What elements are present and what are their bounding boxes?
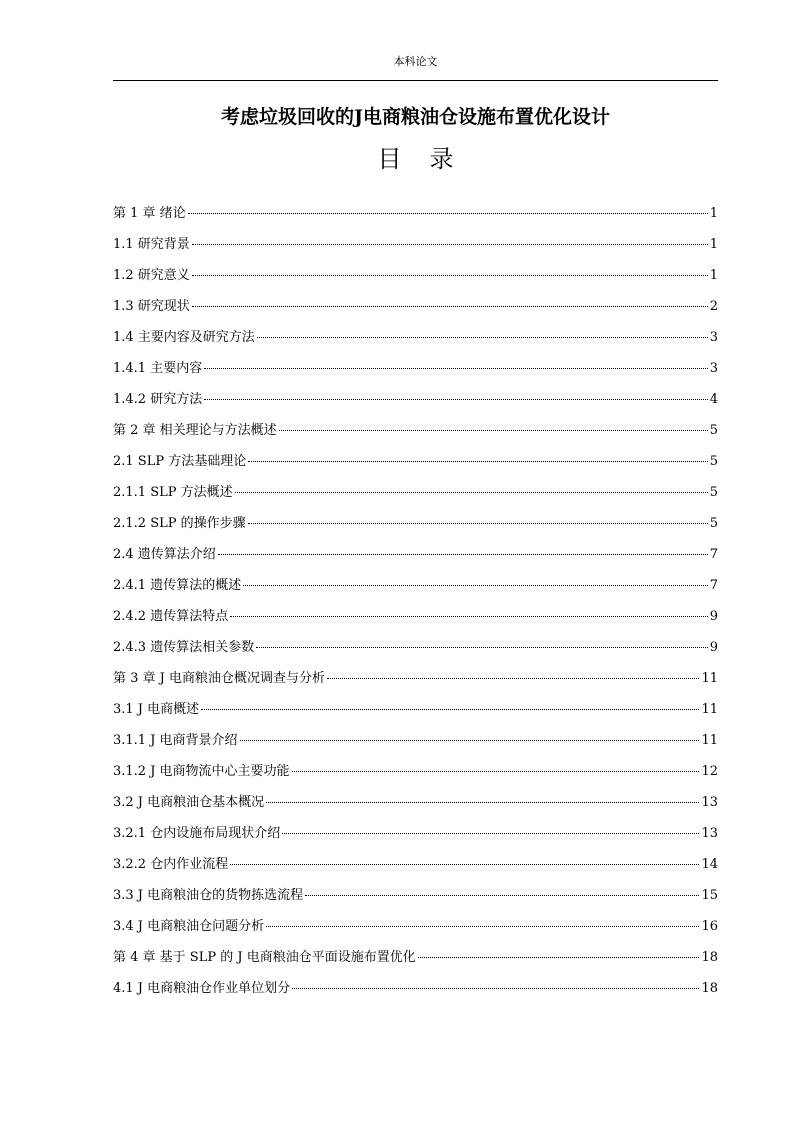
toc-entry-label: 2.4 遗传算法介绍 (113, 547, 216, 562)
toc-entry-page-number: 4 (709, 392, 718, 407)
toc-dot-leader (201, 708, 699, 710)
toc-dot-leader (266, 801, 699, 803)
document-title: 考虑垃圾回收的J电商粮油仓设施布置优化设计 (221, 106, 610, 128)
toc-entry-page-number: 1 (709, 237, 718, 252)
toc-entry-page-number: 5 (709, 423, 718, 438)
toc-entry-label: 2.1.1 SLP 方法概述 (113, 485, 233, 500)
toc-entry-page-number: 2 (709, 299, 718, 314)
toc-entry-page-number: 11 (701, 671, 718, 686)
toc-dot-leader (192, 243, 708, 245)
toc-entry-label: 2.1.2 SLP 的操作步骤 (113, 516, 246, 531)
toc-entry-label: 1.4.2 研究方法 (113, 392, 203, 407)
toc-dot-leader (188, 212, 708, 214)
toc-entry-label: 3.1.1 J 电商背景介绍 (113, 733, 238, 748)
toc-entry-page-number: 13 (701, 795, 718, 810)
toc-entry[interactable] (113, 233, 718, 264)
toc-entry-label: 1.1 研究背景 (113, 237, 190, 252)
toc-dot-leader (327, 677, 699, 679)
toc-entry[interactable] (113, 853, 718, 884)
toc-dot-leader (230, 863, 699, 865)
toc-entry-label: 3.4 J 电商粮油仓问题分析 (113, 919, 265, 934)
toc-entry[interactable] (113, 915, 718, 946)
toc-entry-label: 3.2.2 仓内作业流程 (113, 857, 229, 872)
toc-entry-label: 1.3 研究现状 (113, 299, 190, 314)
toc-entry[interactable] (113, 605, 718, 636)
toc-entry[interactable] (113, 636, 718, 667)
toc-entry[interactable] (113, 512, 718, 543)
toc-entry[interactable] (113, 822, 718, 853)
toc-dot-leader (279, 429, 708, 431)
toc-entry[interactable] (113, 481, 718, 512)
toc-entry-page-number: 15 (701, 888, 718, 903)
toc-entry-label: 3.1.2 J 电商物流中心主要功能 (113, 764, 290, 779)
toc-dot-leader (257, 336, 708, 338)
toc-entry-page-number: 18 (701, 981, 718, 996)
toc-entry[interactable] (113, 202, 718, 233)
toc-entry-label: 3.2 J 电商粮油仓基本概况 (113, 795, 265, 810)
toc-entry-label: 1.4 主要内容及研究方法 (113, 330, 255, 345)
toc-entry-label: 3.1 J 电商概述 (113, 702, 200, 717)
toc-entry[interactable] (113, 946, 718, 977)
toc-entry[interactable] (113, 729, 718, 760)
toc-entry[interactable] (113, 977, 718, 1008)
toc-entry-label: 第 3 章 J 电商粮油仓概况调查与分析 (113, 671, 326, 686)
toc-entry-page-number: 13 (701, 826, 718, 841)
toc-entry[interactable] (113, 388, 718, 419)
toc-dot-leader (192, 305, 708, 307)
toc-entry-page-number: 14 (701, 857, 718, 872)
toc-entry-page-number: 1 (709, 268, 718, 283)
toc-entry[interactable] (113, 450, 718, 481)
toc-entry-page-number: 5 (709, 516, 718, 531)
toc-entry-page-number: 7 (709, 578, 718, 593)
toc-entry[interactable] (113, 667, 718, 698)
toc-dot-leader (256, 646, 708, 648)
toc-entry[interactable] (113, 326, 718, 357)
table-of-contents (113, 202, 718, 1008)
toc-dot-leader (292, 987, 699, 989)
toc-dot-leader (230, 615, 708, 617)
toc-entry-page-number: 11 (701, 702, 718, 717)
toc-entry-page-number: 9 (709, 640, 718, 655)
toc-dot-leader (292, 770, 700, 772)
toc-dot-leader (235, 491, 708, 493)
toc-entry[interactable] (113, 884, 718, 915)
toc-entry-page-number: 7 (709, 547, 718, 562)
toc-entry-label: 2.4.3 遗传算法相关参数 (113, 640, 255, 655)
toc-entry-page-number: 11 (701, 733, 718, 748)
toc-entry-page-number: 3 (709, 361, 718, 376)
toc-entry-page-number: 5 (709, 485, 718, 500)
toc-entry-label: 第 4 章 基于 SLP 的 J 电商粮油仓平面设施布置优化 (113, 950, 416, 965)
toc-dot-leader (204, 367, 708, 369)
toc-dot-leader (418, 956, 700, 958)
toc-entry-page-number: 18 (701, 950, 718, 965)
toc-dot-leader (204, 398, 708, 400)
toc-entry-label: 4.1 J 电商粮油仓作业单位划分 (113, 981, 291, 996)
toc-entry[interactable] (113, 543, 718, 574)
running-header: 本科论文 (393, 55, 438, 68)
toc-entry-page-number: 5 (709, 454, 718, 469)
toc-dot-leader (240, 739, 700, 741)
toc-entry[interactable] (113, 791, 718, 822)
toc-entry[interactable] (113, 264, 718, 295)
toc-entry-label: 第 2 章 相关理论与方法概述 (113, 423, 277, 438)
toc-entry-page-number: 1 (709, 206, 718, 221)
toc-heading: 目录 (377, 145, 482, 173)
toc-dot-leader (248, 460, 707, 462)
toc-entry-page-number: 9 (709, 609, 718, 624)
toc-dot-leader (282, 832, 699, 834)
header-divider (113, 80, 718, 81)
toc-entry[interactable] (113, 357, 718, 388)
toc-dot-leader (248, 522, 708, 524)
toc-entry-label: 2.4.1 遗传算法的概述 (113, 578, 242, 593)
toc-entry-label: 3.3 J 电商粮油仓的货物拣选流程 (113, 888, 304, 903)
toc-entry-label: 1.4.1 主要内容 (113, 361, 203, 376)
toc-entry-label: 2.4.2 遗传算法特点 (113, 609, 229, 624)
toc-entry-page-number: 3 (709, 330, 718, 345)
toc-entry-label: 3.2.1 仓内设施布局现状介绍 (113, 826, 281, 841)
toc-dot-leader (192, 274, 708, 276)
toc-entry-page-number: 12 (701, 764, 718, 779)
toc-entry-label: 1.2 研究意义 (113, 268, 190, 283)
toc-entry-page-number: 16 (701, 919, 718, 934)
toc-entry[interactable] (113, 295, 718, 326)
toc-dot-leader (305, 894, 699, 896)
toc-entry-label: 第 1 章 绪论 (113, 206, 186, 221)
toc-entry[interactable] (113, 698, 718, 729)
toc-dot-leader (243, 584, 708, 586)
toc-entry-label: 2.1 SLP 方法基础理论 (113, 454, 247, 469)
toc-dot-leader (266, 925, 699, 927)
toc-entry[interactable] (113, 574, 718, 605)
toc-entry[interactable] (113, 419, 718, 450)
toc-entry[interactable] (113, 760, 718, 791)
toc-dot-leader (218, 553, 708, 555)
